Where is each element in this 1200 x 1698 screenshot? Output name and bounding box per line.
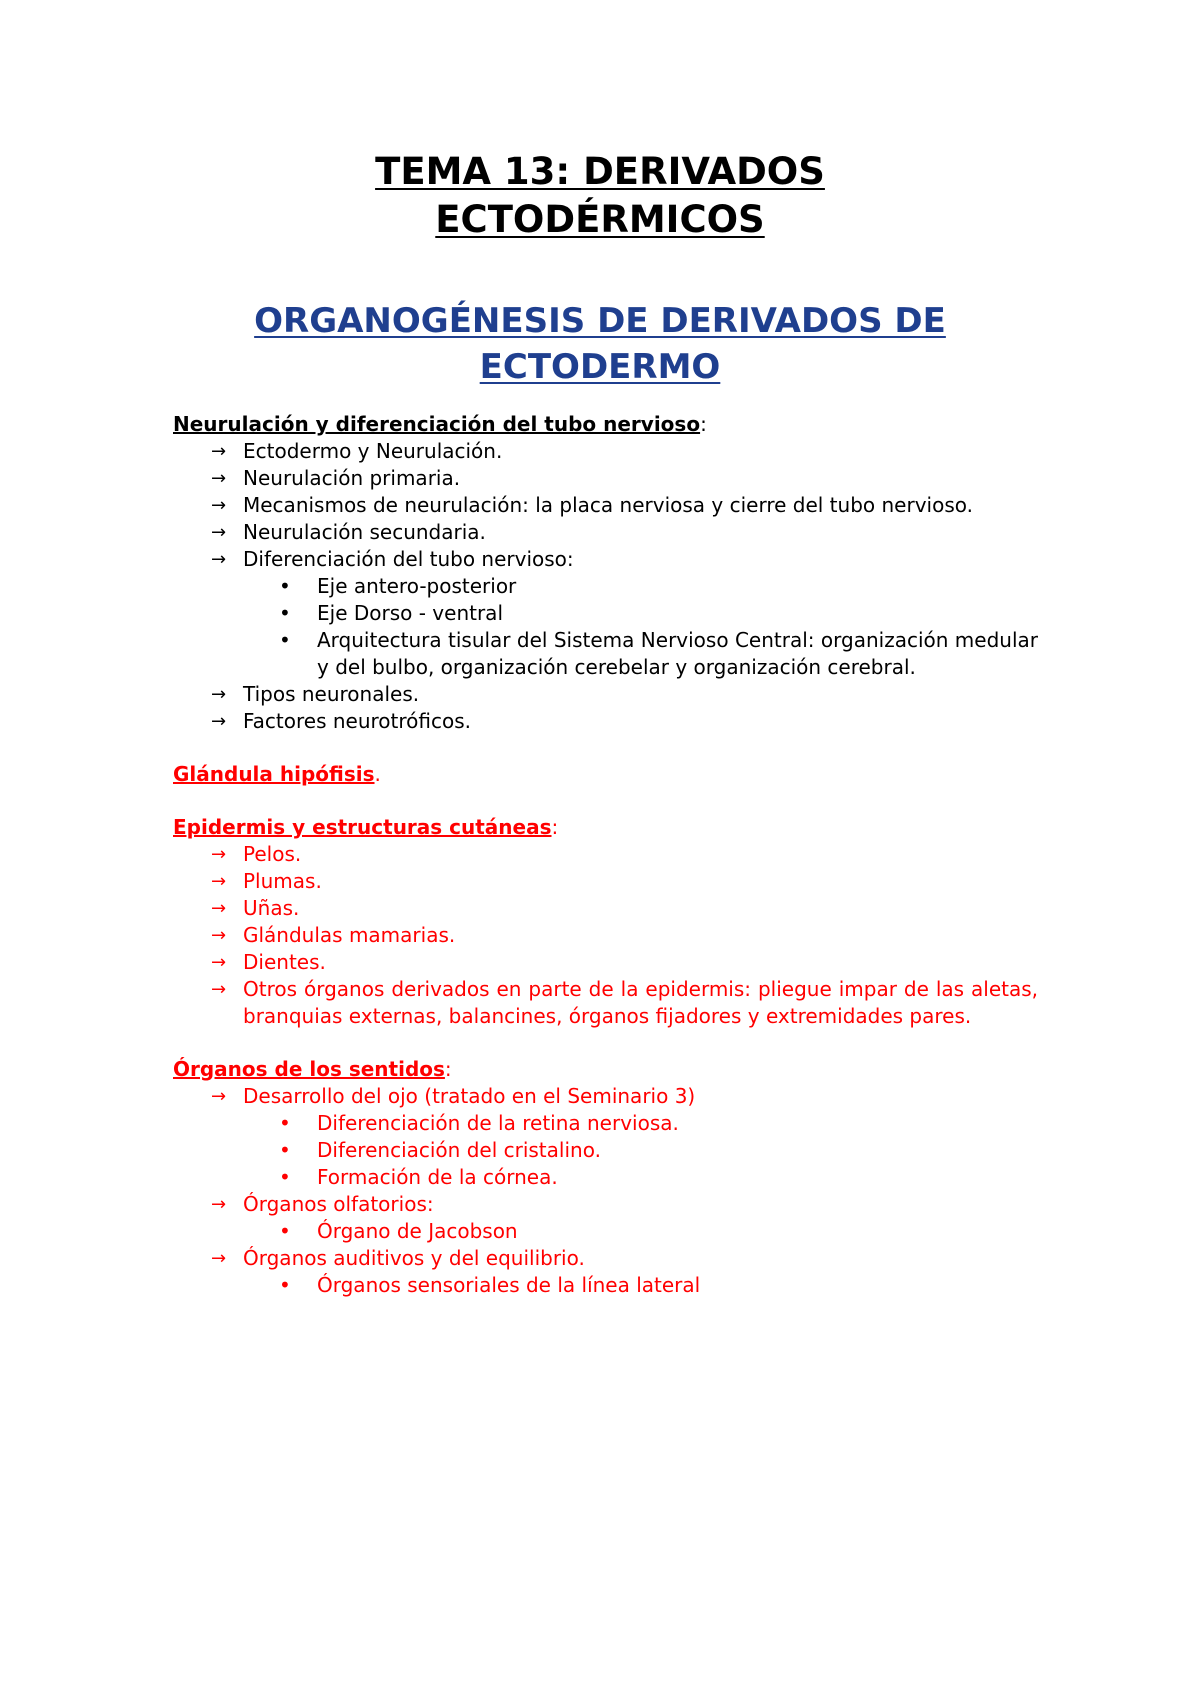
list-item: → Desarrollo del ojo (tratado en el Seminario 3): [211, 1084, 696, 1108]
arrow-icon: →: [211, 711, 227, 732]
neurulacion-list-continued: [173, 681, 1038, 735]
page-title: [0, 148, 1200, 244]
arrow-icon: →: [211, 1086, 227, 1107]
bullet-icon: •: [279, 1165, 291, 1189]
arrow-icon: →: [211, 898, 227, 919]
epidermis-heading: Epidermis y estructuras cutáneas:: [173, 815, 559, 839]
arrow-icon: →: [211, 684, 227, 705]
arrow-icon: →: [211, 871, 227, 892]
bullet-icon: •: [279, 574, 291, 598]
list-item: → Plumas.: [211, 869, 322, 893]
content-body: [173, 411, 1038, 1299]
sub-list-item: • Órgano de Jacobson: [279, 1219, 518, 1243]
sub-list-item: • Eje Dorso - ventral: [279, 601, 503, 625]
sub-list-item: • Formación de la córnea.: [279, 1165, 558, 1189]
arrow-icon: →: [211, 495, 227, 516]
list-item: → Neurulación secundaria.: [211, 520, 486, 544]
list-item: → Mecanismos de neurulación: la placa nerviosa y cierre del tubo nervioso.: [211, 493, 973, 517]
sub-list-item: • Órganos sensoriales de la línea lateral: [279, 1273, 701, 1297]
title-line-2: ECTODÉRMICOS: [435, 198, 765, 241]
arrow-icon: →: [211, 844, 227, 865]
arrow-icon: →: [211, 522, 227, 543]
title-line-1: TEMA 13: DERIVADOS: [375, 150, 825, 193]
sentidos-list-olfatorios: [173, 1191, 1038, 1218]
list-item: → Dientes.: [211, 950, 326, 974]
arrow-icon: →: [211, 979, 227, 1000]
sentidos-heading: Órganos de los sentidos:: [173, 1057, 452, 1081]
section-title: [0, 298, 1200, 390]
bullet-icon: •: [279, 601, 291, 625]
sub-list-item: • Arquitectura tisular del Sistema Nervioso Central: organización medular y del bulbo, organización cerebelar y organización cerebral.: [279, 628, 1038, 679]
list-item: → Tipos neuronales.: [211, 682, 420, 706]
auditivos-sublist: [173, 1272, 1038, 1299]
neurulacion-heading: Neurulación y diferenciación del tubo nervioso:: [173, 412, 707, 436]
arrow-icon: →: [211, 441, 227, 462]
arrow-icon: →: [211, 1194, 227, 1215]
hipofisis-heading: Glándula hipófisis.: [173, 762, 381, 786]
list-item: → Ectodermo y Neurulación.: [211, 439, 503, 463]
subtitle-line-2: ECTODERMO: [479, 347, 721, 387]
neurulacion-sublist: [173, 573, 1038, 681]
list-item: → Otros órganos derivados en parte de la epidermis: pliegue impar de las aletas, branquias externas, balancines, órganos fijadores y extremidades pares.: [211, 977, 1038, 1028]
bullet-icon: •: [279, 1219, 291, 1243]
list-item: → Glándulas mamarias.: [211, 923, 456, 947]
sub-list-item: • Diferenciación de la retina nerviosa.: [279, 1111, 679, 1135]
arrow-icon: →: [211, 549, 227, 570]
olfatorios-sublist: [173, 1218, 1038, 1245]
epidermis-list: [173, 841, 1038, 1030]
list-item: → Órganos olfatorios:: [211, 1192, 434, 1216]
bullet-icon: •: [279, 1138, 291, 1162]
bullet-icon: •: [279, 628, 291, 652]
sub-list-item: • Eje antero-posterior: [279, 574, 517, 598]
subtitle-line-1: ORGANOGÉNESIS DE DERIVADOS DE: [254, 301, 946, 341]
list-item: → Pelos.: [211, 842, 302, 866]
ojo-sublist: [173, 1110, 1038, 1191]
list-item: → Uñas.: [211, 896, 300, 920]
arrow-icon: →: [211, 952, 227, 973]
sub-list-item: • Diferenciación del cristalino.: [279, 1138, 601, 1162]
list-item: → Factores neurotróficos.: [211, 709, 472, 733]
list-item: → Neurulación primaria.: [211, 466, 461, 490]
bullet-icon: •: [279, 1273, 291, 1297]
arrow-icon: →: [211, 1248, 227, 1269]
arrow-icon: →: [211, 925, 227, 946]
list-item: → Órganos auditivos y del equilibrio.: [211, 1246, 585, 1270]
sentidos-list-ojo: [173, 1083, 1038, 1110]
sentidos-list-auditivos: [173, 1245, 1038, 1272]
arrow-icon: →: [211, 468, 227, 489]
list-item: → Diferenciación del tubo nervioso:: [211, 547, 574, 571]
neurulacion-list: [173, 438, 1038, 573]
bullet-icon: •: [279, 1111, 291, 1135]
